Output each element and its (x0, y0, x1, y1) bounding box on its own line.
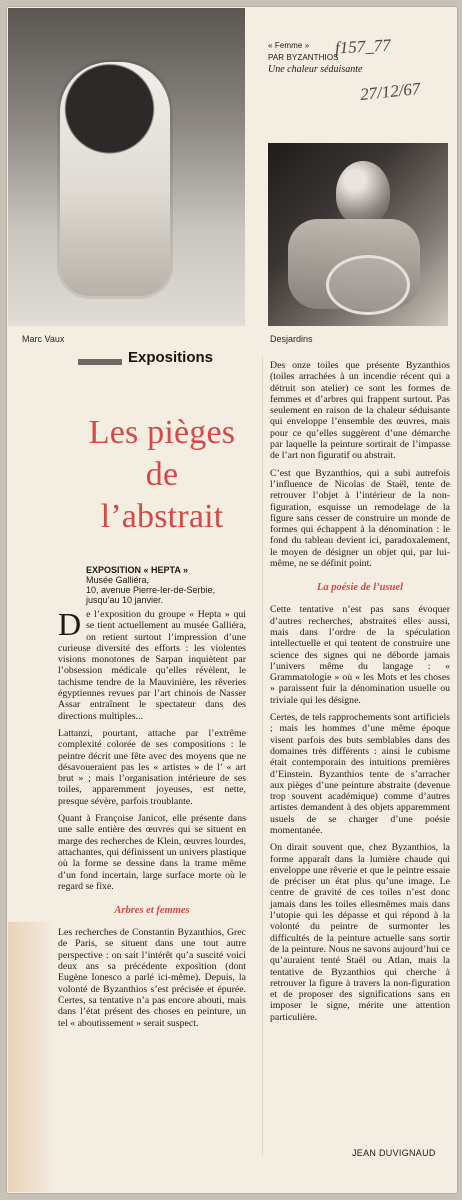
article-title (72, 412, 252, 538)
title-line-2: de (145, 456, 179, 493)
exhibition-line-3: 10, avenue Pierre-Ier-de-Serbie, (86, 585, 216, 595)
left-paragraph-3: Quant à Françoise Janicot, elle présente dans une salle entière des œuvres qui se situent en marge des recherches de Klein, œuvres lourdes, attachantes, qui définissent un univers plastique où la forme se dessine dans la trame même d’un fond incertain, large surface morte où le regard se fixe. (58, 813, 246, 892)
title-line-1: Les pièges (88, 414, 236, 451)
portrait-disk (326, 255, 410, 315)
photo-credit-right: Desjardins (270, 334, 313, 344)
subheading-poesie-usuel: La poésie de l’usuel (316, 582, 404, 594)
left-column (58, 606, 246, 1035)
column-divider (262, 356, 263, 1156)
exhibition-line-4: jusqu’au 10 janvier. (86, 595, 164, 605)
left-paragraph-2: Lattanzi, pourtant, attache par l’extrême complexité colorée de ses compositions : le peintre décrit une fête avec des moyens que ne désavoueraient pas les « artistes » de l’ « art brut » ; mais l’organisation intérieure de ses toiles, apparemment joyeuses, est nette, presque sévère, parfois troublante. (58, 727, 246, 807)
handwritten-date: 27/12/67 (359, 78, 422, 105)
handwritten-reference: f157_77 (334, 35, 392, 58)
section-label (78, 349, 240, 369)
drop-cap: D (58, 606, 82, 642)
right-paragraph-3: Cette tentative n’est pas sans évoquer d’autres recherches, abstraites elles aussi, mais dans l’ordre de la spéculation intellectuelle et qui tentent de construire une science des signes qui ne déborde jamais l’univers même du langage : « Grammatologie » où « les Mots et les choses » paraissent fuir la dénomination usuelle ou triviale qui les désigne. (270, 604, 450, 706)
right-column (270, 360, 450, 1029)
right-paragraph-1: Des onze toiles que présente Byzanthios (toiles arrachées à un incendie récent qui a détruit son atelier) ce sont les formes de femmes et d’arbres qui frappent surtout. Pas seulement en raison de la chaleur séduisante qui enveloppe l’ensemble des œuvres, mais pour ce qu’elles suggèrent d’une démarche par laquelle la peinture sortirait de l’impasse de l’art non figuratif ou abstrait. (270, 360, 450, 462)
article-author: JEAN DUVIGNAUD (352, 1148, 436, 1158)
photo-right-portrait (268, 143, 448, 326)
right-paragraph-5: On dirait souvent que, chez Byzanthios, la forme apparaît dans la lumière chaude qui enveloppe une rêverie et que le peintre essaie de préciser un état plus qu’une image. Le centre de gravité de ces toiles n’est donc jamais dans les toiles ellesmêmes mais dans l’utopie qui les dépasse et qui répond à la volonté du peintre de surmonter les difficultés de la peinture actuelle sans sortir de la peinture. Nous ne savons aujourd’hui ce qu’auraient tenté Staël ou Atlan, mais la tentative de Byzanthios qui cherche à retrouver la figure à travers la non-figuration et de proposer des significations sans en imposer le signe, mérite une attention particulière. (270, 842, 450, 1023)
subheading-arbres-femmes: Arbres et femmes (114, 905, 190, 917)
photo-figure (60, 62, 170, 296)
left-paragraph-1 (58, 606, 246, 722)
section-bar (78, 359, 122, 365)
section-title: Expositions (128, 349, 214, 366)
left-p1-text: e l’exposition du groupe « Hepta » qui se tient actuellement au musée Galliéra, on retient surtout l’impression d’une curieuse diversité des efforts : les violentes visions monotones de Sarpan inquiètent par l’obsession médicale qu’elles révèlent, le tachisme tendre de la Mauvinière, les rêveries égyptiennes revues par l’art chinois de Nasser Assar entraînent le spectateur dans des directions multiples... (58, 609, 246, 722)
caption-subtitle: Une chaleur séduisante (268, 64, 363, 75)
caption-par: PAR BYZANTHIOS (268, 53, 339, 62)
photo-left-femme (8, 8, 245, 326)
caption-femme: « Femme » (268, 41, 310, 50)
paper-stain (8, 922, 56, 1192)
title-line-3: l’abstrait (100, 498, 224, 535)
right-paragraph-2: C’est que Byzanthios, qui a subi autrefois l’influence de Nicolas de Staël, tente de retrouver l’objet à l’intérieur de la non-figuration, esquisse un remodelage de la figure sans cesser de construire un monde de formes qui échappent à la dénomination : le fond du tableau devient ici, paradoxalement, le moyen de désigner un objet qui, par lui-même, ne se définit point. (270, 467, 450, 570)
exhibition-line-1: EXPOSITION « HEPTA » (86, 565, 189, 575)
exhibition-info (86, 565, 258, 605)
left-paragraph-4: Les recherches de Constantin Byzanthios, Grec de Paris, se situent dans une tout autre perspective : on sait l’intérêt qu’a suscité voici deux ans sa précédente exposition (dont Eugène Ionesco a parlé ici-même). Depuis, la volonté de Byzanthios s’est précisée et épurée. Certes, sa tentative n’a pas encore abouti, mais dans l’état présent des choses en peinture, un tel « aboutissement » serait suspect. (58, 927, 246, 1029)
photo-credit-left: Marc Vaux (22, 334, 65, 344)
right-paragraph-4: Certes, de tels rapprochements sont artificiels ; mais les hommes d’une même époque visent parfois des buts semblables dans des domaines très différents : ainsi le cubisme était contemporain des intuitions premières d’Einstein. Byzanthios tente de s’arracher aux pièges d’une peinture abstraite (devenue trop souvent académique) comme d’autres artistes demandent à des objets apparemment usuels de se charger d’une poésie momentanée. (270, 712, 450, 836)
portrait-head (336, 161, 390, 225)
exhibition-line-2: Musée Galliéra, (86, 575, 150, 585)
